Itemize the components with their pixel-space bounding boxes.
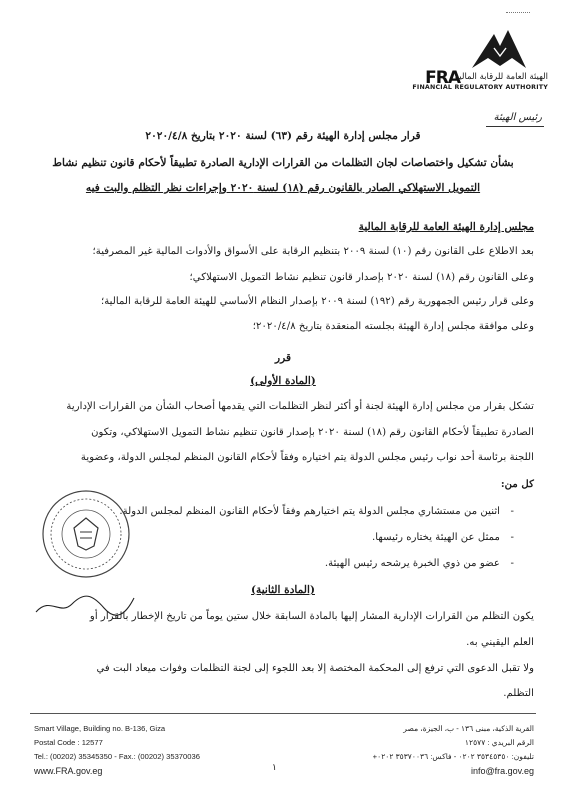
official-seal-icon [40, 488, 132, 580]
article2-line4: التظلم. [503, 688, 534, 699]
preamble-p1: بعد الاطلاع على القانون رقم (١٠) لسنة ٢٠٠٩ بتنظيم الرقابة على الأسواق والأدوات المالية غير المصرفية؛ [92, 246, 534, 257]
article2-heading: (المادة الثانية) [251, 584, 315, 596]
preamble-p2: وعلى القانون رقم (١٨) لسنة ٢٠٢٠ بإصدار قانون تنظيم نشاط التمويل الاستهلاكي؛ [189, 272, 534, 283]
footer-divider [30, 713, 536, 714]
footer-address-ar: القرية الذكية، مبنى ١٣٦ - ب، الجيزة، مصر [403, 724, 534, 733]
decree-subject-line2: التمويل الاستهلاكي الصادر بالقانون رقم (١٨) لسنة ٢٠٢٠ وإجراءات نظر التظلم والبت فيه [85, 182, 481, 194]
logo-english-name: FINANCIAL REGULATORY AUTHORITY [412, 84, 548, 91]
board-heading: مجلس إدارة الهيئة العامة للرقابة المالية [358, 221, 534, 233]
page-number: ١ [272, 763, 277, 773]
chairman-underline [486, 126, 544, 127]
footer-email-link[interactable]: info@fra.gov.eg [470, 766, 534, 776]
article1-heading: (المادة الأولى) [250, 375, 316, 387]
corner-dots [506, 12, 530, 17]
article1-line3: اللجنة برئاسة أحد نواب رئيس مجلس الدولة يتم اختياره وفقاً لأحكام القانون المنظم لمجلس الدولة، وعضوية [80, 452, 534, 463]
footer-website-link[interactable]: www.FRA.gov.eg [34, 766, 103, 776]
footer-english-contact [34, 722, 200, 778]
bullet-text: عضو من ذوي الخبرة يرشحه رئيس الهيئة. [324, 558, 500, 569]
preamble-p3: وعلى قرار رئيس الجمهورية رقم (١٩٢) لسنة ٢٠٠٩ بإصدار النظام الأساسي للهيئة العامة للرقابة المالية؛ [100, 296, 534, 307]
footer-postal-en: Postal Code : 12577 [34, 738, 103, 747]
logo-arabic-name: الهيئة العامة للرقابة المالية [454, 72, 548, 82]
falcon-emblem-icon [464, 28, 534, 72]
decree-subject-line1: بشأن تشكيل واختصاصات لجان التظلمات من القرارات الإدارية الصادرة تطبيقاً لأحكام قانون تنظيم نشاط [52, 157, 514, 169]
bullet-text: ممثل عن الهيئة يختاره رئيسها. [372, 532, 500, 543]
article2-line1: يكون التظلم من القرارات الإدارية المشار إليها بالمادة السابقة خلال ستين يوماً من تاريخ الإخطار بالقرار أو [89, 611, 534, 622]
bullet-dash: - [510, 532, 514, 543]
decided-heading: قرر [274, 352, 292, 364]
footer-phone-en: Tel.: (00202) 35345350 - Fax.: (00202) 35370036 [34, 752, 200, 761]
footer-postal-ar: الرقم البريدي : ١٢٥٧٧ [464, 738, 534, 747]
bullet-dash: - [510, 558, 514, 569]
article1-line4: كل من: [500, 478, 534, 490]
footer-phone-ar: تليفون: ٣٥٣٤٥٣٥٠ ٠٢٠٢ - فاكس: ٣٥٣٧٠٠٣٦ ٠٢٠٢+ [372, 752, 534, 761]
decree-title: قرار مجلس إدارة الهيئة رقم (٦٣) لسنة ٢٠٢٠ بتاريخ ٢٠٢٠/٤/٨ [145, 130, 421, 142]
chairman-label: رئيس الهيئة [493, 112, 542, 123]
footer-address-en: Smart Village, Building no. B-136, Giza [34, 724, 166, 733]
article1-line2: الصادرة تطبيقاً لأحكام القانون رقم (١٨) لسنة ٢٠٢٠ بإصدار قانون تنظيم نشاط التمويل الاستهلاكي، وتكون [91, 427, 534, 438]
article2-line3: ولا تقبل الدعوى التي ترفع إلى المحكمة المختصة إلا بعد اللجوء إلى لجنة التظلمات وفوات ميعاد البت في [96, 663, 534, 674]
preamble-p4: وعلى موافقة مجلس إدارة الهيئة بجلسته المنعقدة بتاريخ ٢٠٢٠/٤/٨؛ [252, 321, 534, 332]
logo-mark: FRA [425, 68, 460, 88]
article2-line2: العلم اليقيني به. [466, 637, 534, 648]
fra-logo [412, 28, 548, 98]
handwritten-signature-icon [30, 590, 140, 620]
footer-arabic-contact [373, 722, 534, 778]
bullet-text: اثنين من مستشاري مجلس الدولة يتم اختيارهم وفقاً لأحكام القانون المنظم لمجلس الدولة. [119, 506, 500, 517]
bullet-dash: - [510, 506, 514, 517]
article1-line1: تشكل بقرار من مجلس إدارة الهيئة لجنة أو أكثر لنظر التظلمات التي يقدمها أصحاب الشأن من القرارات الإدارية [66, 401, 534, 412]
